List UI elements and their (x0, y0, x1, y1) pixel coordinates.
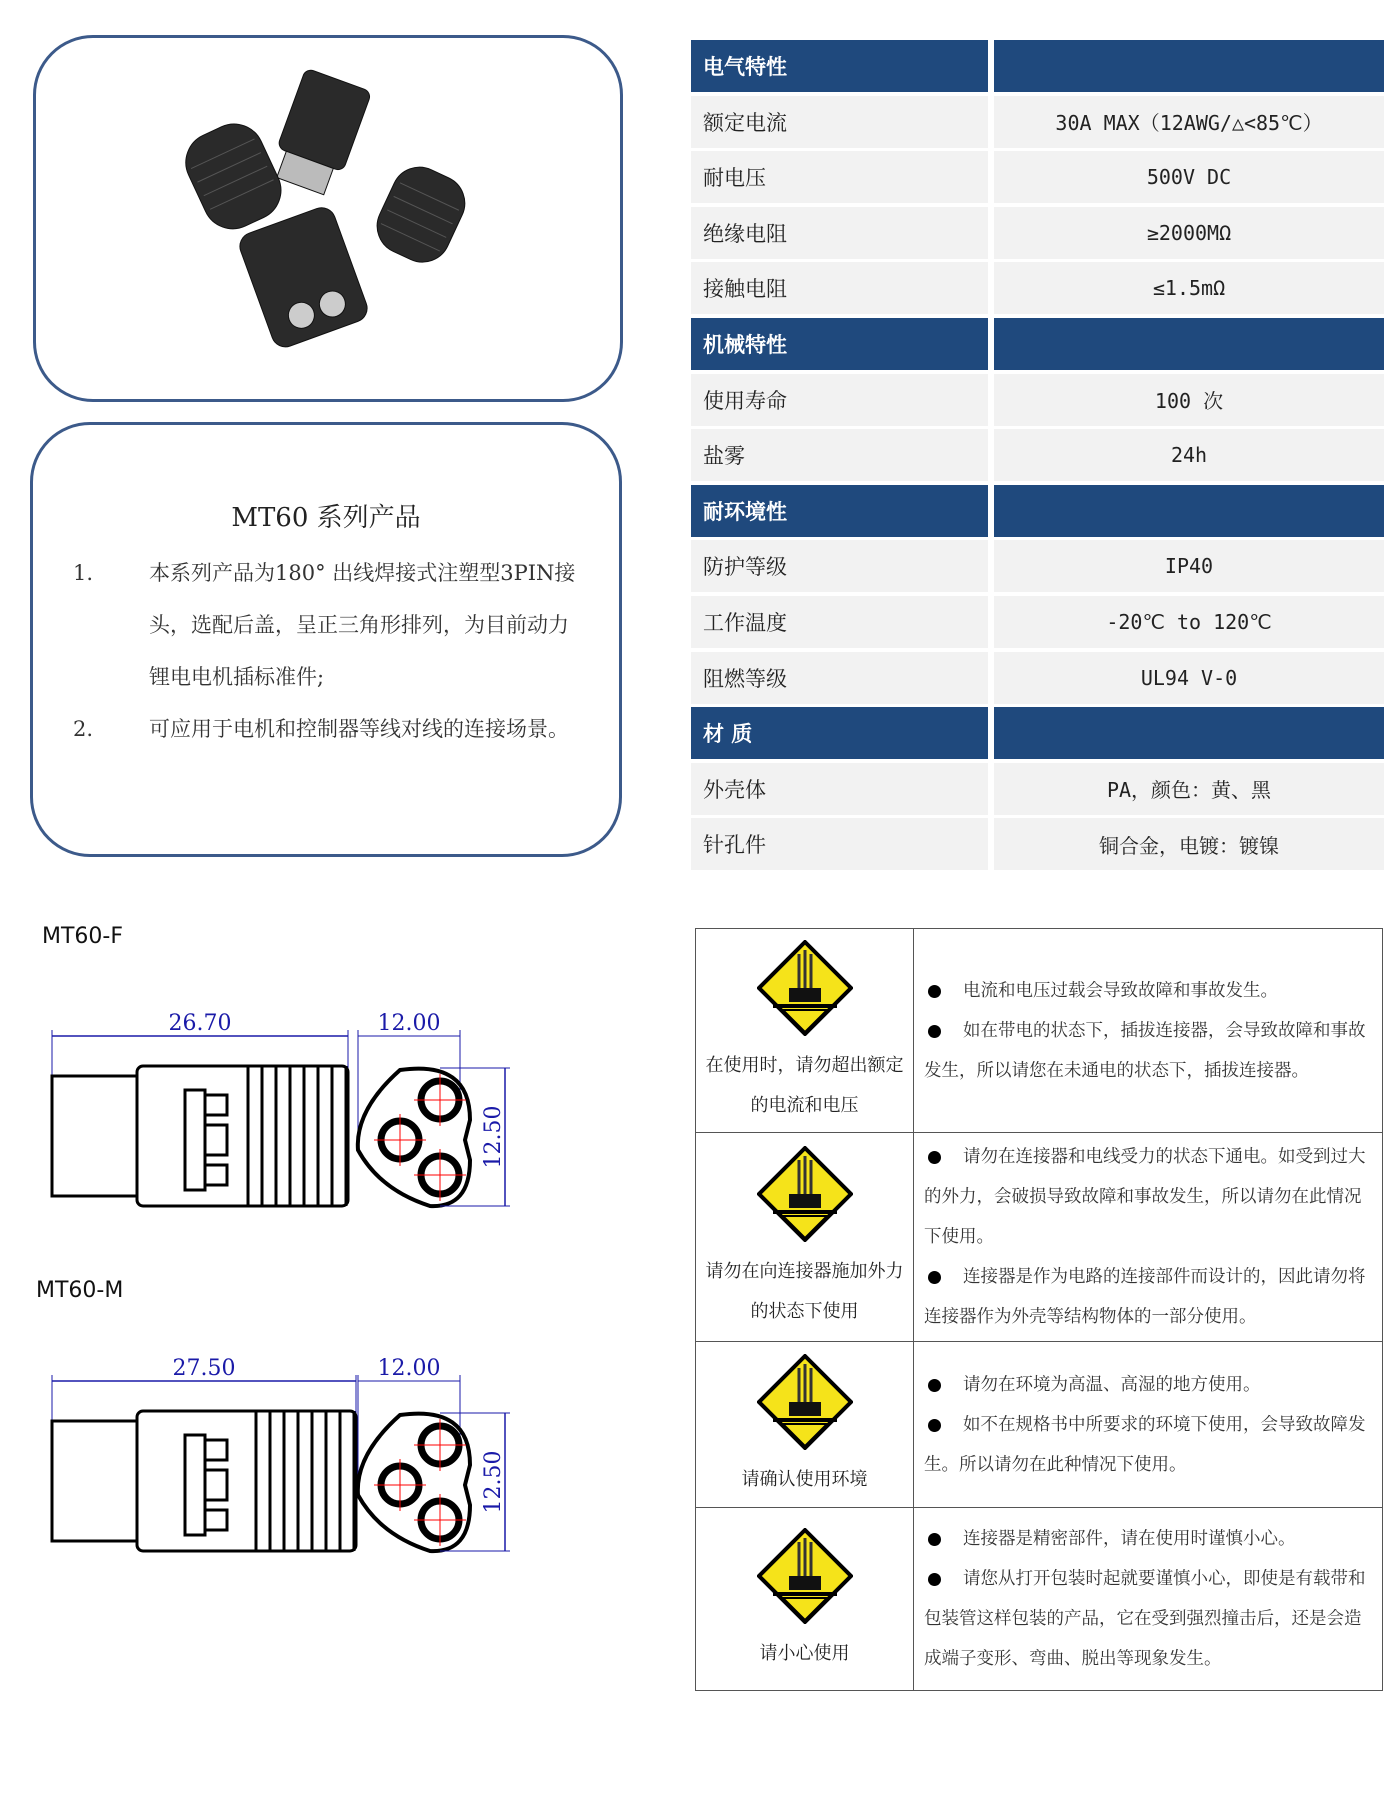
bullet-icon (928, 1379, 941, 1392)
bullet-text: 如在带电的状态下，插拔连接器，会导致故障和事故发生，所以请您在未通电的状态下，插拔连接器。 (924, 1020, 1366, 1081)
item-number: 1. (73, 561, 94, 585)
spec-value: 24h (994, 429, 1384, 481)
width-dimension: 12.00 (377, 1356, 441, 1381)
drawing-mt60-f (40, 1000, 640, 1230)
bullet-icon (928, 1573, 941, 1586)
spec-label: 针孔件 (691, 818, 988, 870)
spec-row (691, 818, 1384, 874)
side-view (52, 1411, 356, 1551)
warning-caption: 请勿在向连接器施加外力的状态下使用 (705, 1261, 904, 1322)
spec-label: 额定电流 (691, 96, 988, 148)
warning-icon-cell (696, 1508, 914, 1691)
spec-label: 工作温度 (691, 596, 988, 648)
section-header-row (691, 485, 1384, 541)
bullet-text: 连接器是精密部件，请在使用时谨慎小心。 (963, 1529, 1296, 1549)
drawing-label-m: MT60-M (36, 1278, 124, 1303)
warning-table (695, 928, 1383, 1691)
spec-value: 30A MAX（12AWG/△<85℃） (994, 96, 1384, 148)
length-dimension: 27.50 (172, 1356, 236, 1381)
impact-icon (757, 1528, 853, 1624)
warning-bullet (924, 1011, 1372, 1091)
bullet-icon (928, 1271, 941, 1284)
warning-icon-cell (696, 1342, 914, 1508)
bullet-icon (928, 1533, 941, 1546)
spec-row (691, 652, 1384, 708)
item-text: 可应用于电机和控制器等线对线的连接场景。 (149, 717, 569, 741)
spec-value: 500V DC (994, 151, 1384, 203)
warning-icon-cell (696, 929, 914, 1133)
spec-label: 材 质 (691, 707, 988, 759)
intro-panel (30, 422, 622, 857)
warning-bullet (924, 1405, 1372, 1485)
back-cover (368, 158, 474, 271)
warning-icon-cell (696, 1133, 914, 1342)
warning-row (696, 1133, 1383, 1342)
spec-value (994, 485, 1384, 537)
warning-caption: 在使用时，请勿超出额定的电流和电压 (705, 1054, 904, 1116)
intro-item (73, 547, 589, 703)
spec-row (691, 540, 1384, 596)
warning-text-cell (914, 1133, 1383, 1342)
spec-value: ≥2000MΩ (994, 207, 1384, 259)
spec-row (691, 763, 1384, 819)
spec-value: IP40 (994, 540, 1384, 592)
bullet-icon (928, 1419, 941, 1432)
product-photo-panel (33, 35, 623, 402)
height-dimension: 12.50 (481, 1450, 506, 1514)
bullet-icon (928, 985, 941, 998)
warning-bullet (924, 1559, 1372, 1679)
warning-row (696, 929, 1383, 1133)
external-force-icon (757, 1146, 853, 1242)
spec-label: 使用寿命 (691, 374, 988, 426)
spec-label: 阻燃等级 (691, 652, 988, 704)
item-text: 本系列产品为180° 出线焊接式注塑型3PIN接头，选配后盖，呈正三角形排列，为目前动力锂电电机插标准件; (149, 561, 576, 689)
warning-bullet (924, 1365, 1372, 1405)
spec-value: 100 次 (994, 374, 1384, 426)
spec-value (994, 40, 1384, 92)
section-header-row (691, 40, 1384, 96)
spec-value: UL94 V-0 (994, 652, 1384, 704)
front-view (358, 1069, 470, 1207)
warning-bullet (924, 1137, 1372, 1257)
spec-row (691, 262, 1384, 318)
drawing-mt60-m (40, 1345, 640, 1575)
spec-value: ≤1.5mΩ (994, 262, 1384, 314)
spec-label: 外壳体 (691, 763, 988, 815)
spec-label: 机械特性 (691, 318, 988, 370)
bullet-icon (928, 1025, 941, 1038)
height-dimension: 12.50 (481, 1105, 506, 1169)
spec-row (691, 96, 1384, 152)
bullet-icon (928, 1151, 941, 1164)
spec-table (691, 40, 1384, 874)
spec-label: 接触电阻 (691, 262, 988, 314)
bullet-text: 请勿在连接器和电线受力的状态下通电。如受到过大的外力，会破损导致故障和事故发生，所以请勿在此情况下使用。 (924, 1147, 1366, 1247)
warning-bullet (924, 1519, 1372, 1559)
spec-label: 盐雾 (691, 429, 988, 481)
bullet-text: 如不在规格书中所要求的环境下使用，会导致故障发生。所以请勿在此种情况下使用。 (924, 1414, 1366, 1475)
back-cover (176, 114, 291, 238)
drawing-label-f: MT60-F (42, 924, 124, 949)
spec-row (691, 429, 1384, 485)
bullet-text: 请您从打开包装时起就要谨慎小心，即使是有载带和包装管这样包装的产品，它在受到强烈撞击后，还是会造成端子变形、弯曲、脱出等现象发生。 (924, 1569, 1366, 1669)
spec-label: 电气特性 (691, 40, 988, 92)
bullet-text: 电流和电压过载会导致故障和事故发生。 (963, 980, 1278, 1001)
spec-value (994, 318, 1384, 370)
product-series-title: MT60 系列产品 (231, 503, 421, 533)
warning-row (696, 1342, 1383, 1508)
front-view (358, 1414, 470, 1552)
width-dimension: 12.00 (377, 1011, 441, 1036)
spec-label: 耐环境性 (691, 485, 988, 537)
environment-icon (757, 1354, 853, 1450)
spec-row (691, 374, 1384, 430)
spec-label: 耐电压 (691, 151, 988, 203)
electric-hazard-icon (757, 940, 853, 1036)
spec-row (691, 207, 1384, 263)
warning-bullet (924, 1257, 1372, 1337)
spec-row (691, 596, 1384, 652)
warning-text-cell (914, 929, 1383, 1133)
spec-value: -20℃ to 120℃ (994, 596, 1384, 648)
section-header-row (691, 707, 1384, 763)
spec-label: 防护等级 (691, 540, 988, 592)
length-dimension: 26.70 (168, 1011, 232, 1036)
bullet-text: 请勿在环境为高温、高湿的地方使用。 (963, 1374, 1261, 1395)
item-number: 2. (73, 717, 94, 741)
warning-text-cell (914, 1342, 1383, 1508)
spec-value: PA，颜色：黄、黑 (994, 763, 1384, 815)
warning-row (696, 1508, 1383, 1691)
intro-item (73, 703, 589, 755)
connector-body (236, 204, 371, 351)
warning-caption: 请小心使用 (759, 1643, 850, 1664)
connector-photo (36, 38, 620, 399)
spec-label: 绝缘电阻 (691, 207, 988, 259)
section-header-row (691, 318, 1384, 374)
spec-value (994, 707, 1384, 759)
bullet-text: 连接器是作为电路的连接部件而设计的，因此请勿将连接器作为外壳等结构物体的一部分使用。 (924, 1267, 1366, 1327)
warning-caption: 请确认使用环境 (741, 1468, 868, 1490)
warning-text-cell (914, 1508, 1383, 1691)
spec-row (691, 151, 1384, 207)
side-view (52, 1066, 348, 1206)
warning-bullet (924, 971, 1372, 1011)
spec-value: 铜合金，电镀：镀镍 (994, 818, 1384, 870)
